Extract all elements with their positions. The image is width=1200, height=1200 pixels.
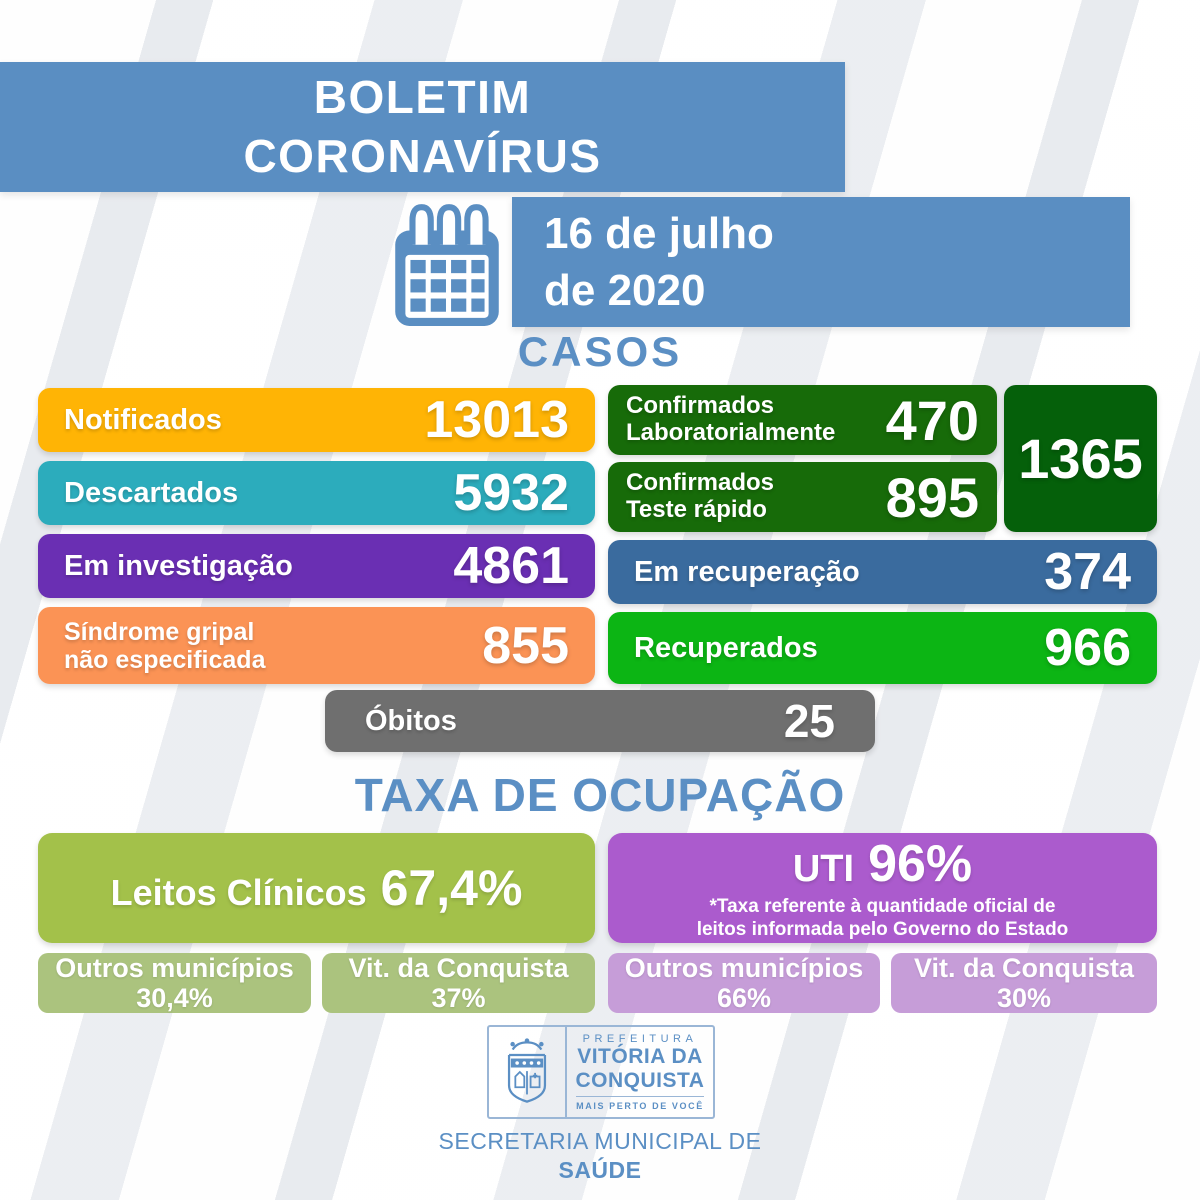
occupancy-sub-leitos-outros-municipios: [38, 953, 311, 1013]
stat-label-line2: não especificada: [64, 645, 266, 674]
stat-label: [64, 618, 265, 674]
occupancy-note-line1: *Taxa referente à quantidade oficial de: [709, 896, 1056, 918]
date-line2: de 2020: [544, 266, 706, 315]
stat-label: [626, 470, 774, 524]
occupancy-value: 67,4%: [380, 860, 523, 916]
stat-bar-obitos: [325, 690, 875, 752]
occupancy-label: Leitos Clínicos: [110, 872, 367, 913]
sub-value: 37%: [431, 983, 486, 1013]
occupancy-sub-uti-vit-conquista: [891, 953, 1157, 1013]
date-line1: 16 de julho: [544, 208, 774, 258]
department-line2: SAÚDE: [558, 1156, 642, 1183]
stat-label: Em investigação: [64, 549, 293, 582]
occupancy-label: UTI: [792, 848, 855, 891]
stat-value: 1365: [1018, 427, 1143, 490]
stat-value: 470: [885, 388, 979, 452]
brand-line2: CONQUISTA: [575, 1068, 705, 1092]
stat-bar-em-recuperacao: [608, 540, 1157, 604]
stat-label-line2: Laboratorialmente: [626, 419, 836, 446]
sub-value: 30,4%: [136, 983, 213, 1013]
bulletin-title-banner: [0, 62, 845, 192]
stat-box-confirmados-total: [1004, 385, 1157, 532]
calendar-icon: [391, 196, 503, 330]
bulletin-title-line1: BOLETIM: [313, 71, 532, 124]
sub-label: Vit. da Conquista: [913, 952, 1135, 983]
sub-value: 66%: [716, 983, 772, 1013]
stat-value: 895: [885, 465, 979, 529]
sub-label: Outros municípios: [624, 952, 864, 983]
stat-label: Notificados: [64, 403, 222, 436]
sub-label: Outros municípios: [55, 952, 294, 983]
stat-value: 4861: [453, 537, 569, 595]
stat-label-line1: Confirmados: [626, 469, 775, 497]
city-logo-text: [567, 1027, 713, 1117]
stat-label-line2: Teste rápido: [626, 496, 767, 523]
occupancy-value: 96%: [868, 835, 973, 894]
stat-bar-recuperados: [608, 612, 1157, 684]
stat-box-confirmados-teste-rapido: [608, 462, 997, 532]
occupancy-note-line2: leitos informada pelo Governo do Estado: [696, 919, 1069, 940]
occupancy-box-leitos-clinicos: [38, 833, 595, 943]
brand-prefeitura: PREFEITURA: [582, 1033, 698, 1046]
stat-label-line1: Síndrome gripal: [64, 617, 255, 646]
stat-value: 25: [783, 695, 835, 747]
department-line1: SECRETARIA MUNICIPAL DE: [438, 1128, 762, 1154]
bulletin-title-line2: CORONAVÍRUS: [243, 130, 602, 182]
stat-box-confirmados-laboratorialmente: [608, 385, 997, 455]
department-name: [0, 1127, 1200, 1185]
stat-value: 13013: [424, 391, 569, 449]
sub-value: 30%: [996, 983, 1052, 1013]
stat-bar-notificados: [38, 388, 595, 452]
stat-value: 855: [482, 616, 569, 675]
stat-label: Recuperados: [634, 631, 818, 664]
stat-value: 966: [1044, 619, 1131, 677]
sub-label: Vit. da Conquista: [348, 952, 569, 983]
occupancy-sub-uti-outros-municipios: [608, 953, 880, 1013]
occupancy-note: [697, 896, 1069, 942]
stat-bar-descartados: [38, 461, 595, 525]
stat-value: 5932: [453, 464, 569, 522]
casos-section-title: CASOS: [517, 328, 683, 375]
stat-label: [626, 393, 835, 447]
occupancy-box-uti: [608, 833, 1157, 943]
date-banner: [512, 197, 1130, 327]
stat-label-line1: Confirmados: [626, 392, 775, 420]
city-logo: [487, 1025, 715, 1119]
occupancy-sub-leitos-vit-conquista: [322, 953, 595, 1013]
brand-line1: VITÓRIA DA: [577, 1045, 703, 1069]
stat-bar-em-investigacao: [38, 534, 595, 598]
stat-label: Descartados: [64, 476, 239, 509]
stat-bar-sindrome-gripal: [38, 607, 595, 684]
brand-tagline: MAIS PERTO DE VOCÊ: [576, 1096, 704, 1111]
ocupacao-section-title: TAXA DE OCUPAÇÃO: [354, 769, 846, 821]
crest-icon: [489, 1027, 567, 1117]
stat-label: Em recuperação: [634, 555, 860, 588]
stat-label: Óbitos: [365, 704, 457, 737]
stat-value: 374: [1044, 543, 1131, 601]
